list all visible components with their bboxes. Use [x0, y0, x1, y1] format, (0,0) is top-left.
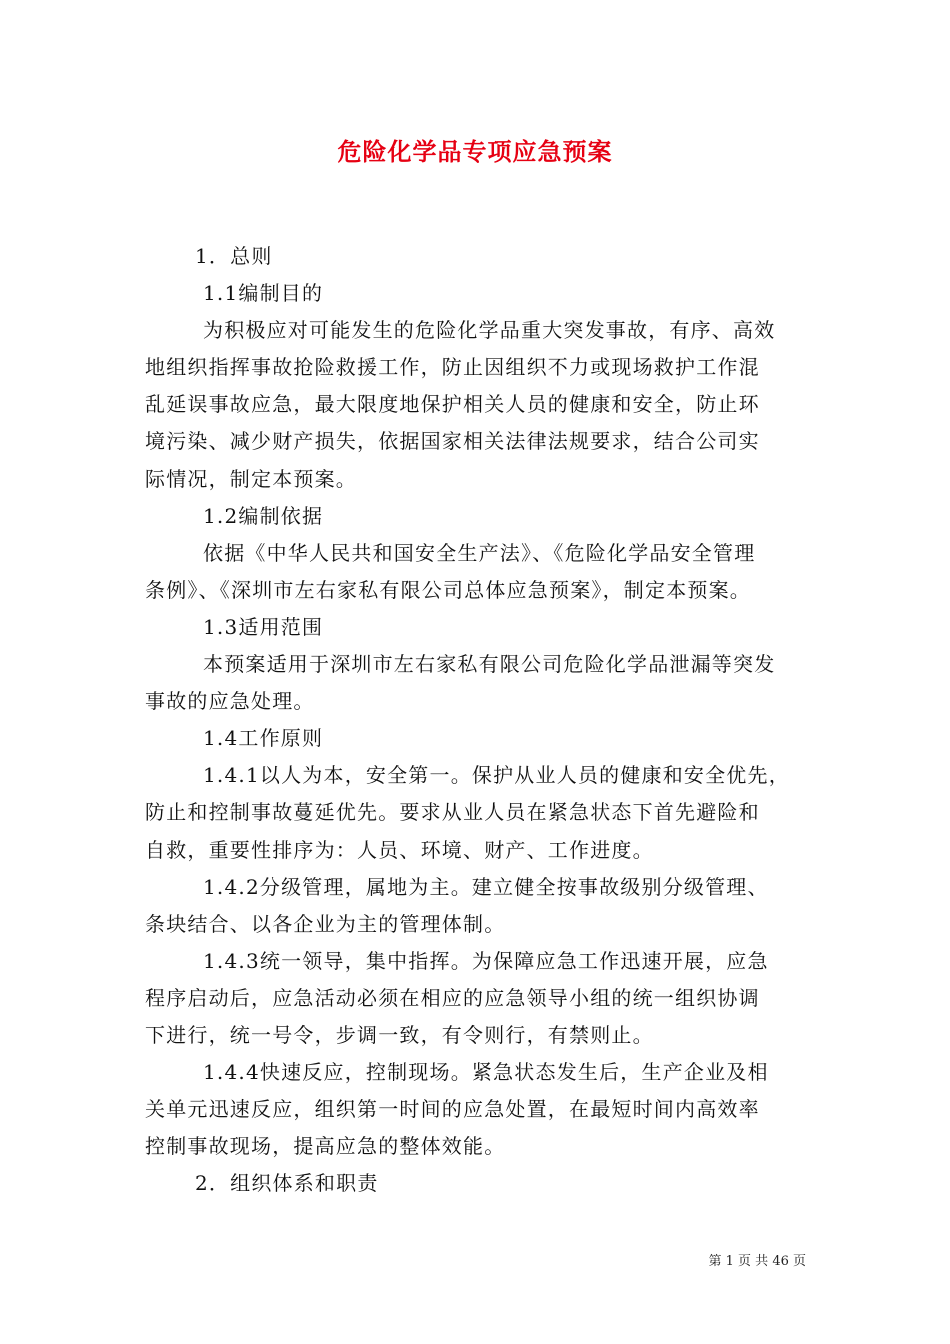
- text-line: 1.4工作原则: [203, 726, 324, 751]
- text-line: 本预案适用于深圳市左右家私有限公司危险化学品泄漏等突发: [203, 652, 776, 677]
- text-line: 条块结合、以各企业为主的管理体制。: [145, 911, 506, 936]
- text-line: 境污染、减少财产损失，依据国家相关法律法规要求，结合公司实: [145, 429, 760, 454]
- text-line: 1.2编制依据: [203, 503, 324, 528]
- text-line: 1.4.1以人为本，安全第一。保护从业人员的健康和安全优先，: [203, 763, 790, 788]
- text-line: 条例》、《深圳市左右家私有限公司总体应急预案》，制定本预案。: [145, 577, 751, 602]
- document-title: 危险化学品专项应急预案: [337, 137, 613, 166]
- text-line: 1．总则: [195, 244, 273, 268]
- text-line: 际情况，制定本预案。: [145, 466, 357, 491]
- text-line: 乱延误事故应急，最大限度地保护相关人员的健康和安全，防止环: [145, 392, 760, 417]
- text-line: 为积极应对可能发生的危险化学品重大突发事故，有序、高效: [203, 318, 776, 343]
- page-footer: 第 1 页 共 46 页: [708, 1254, 806, 1269]
- text-line: 防止和控制事故蔓延优先。要求从业人员在紧急状态下首先避险和: [145, 800, 760, 825]
- text-line: 1.3适用范围: [203, 614, 324, 639]
- text-line: 1.1编制目的: [203, 281, 324, 306]
- text-line: 1.4.2分级管理，属地为主。建立健全按事故级别分级管理、: [203, 874, 769, 899]
- text-line: 2．组织体系和职责: [195, 1171, 379, 1196]
- text-line: 控制事故现场，提高应急的整体效能。: [145, 1134, 506, 1159]
- text-line: 事故的应急处理。: [145, 689, 315, 714]
- text-line: 1.4.3统一领导，集中指挥。为保障应急工作迅速开展，应急: [203, 948, 769, 973]
- text-line: 依据《中华人民共和国安全生产法》、《危险化学品安全管理: [203, 540, 756, 565]
- document-body: [145, 238, 810, 1202]
- text-line: 关单元迅速反应，组织第一时间的应急处置，在最短时间内高效率: [145, 1097, 760, 1122]
- text-line: 程序启动后，应急活动必须在相应的应急领导小组的统一组织协调: [145, 985, 760, 1010]
- text-line: 地组织指挥事故抢险救援工作，防止因组织不力或现场救护工作混: [145, 355, 760, 380]
- text-line: 下进行，统一号令，步调一致，有令则行，有禁则止。: [145, 1022, 654, 1047]
- text-line: 1.4.4快速反应，控制现场。紧急状态发生后，生产企业及相: [203, 1060, 769, 1085]
- text-line: 自救，重要性排序为：人员、环境、财产、工作进度。: [145, 837, 654, 862]
